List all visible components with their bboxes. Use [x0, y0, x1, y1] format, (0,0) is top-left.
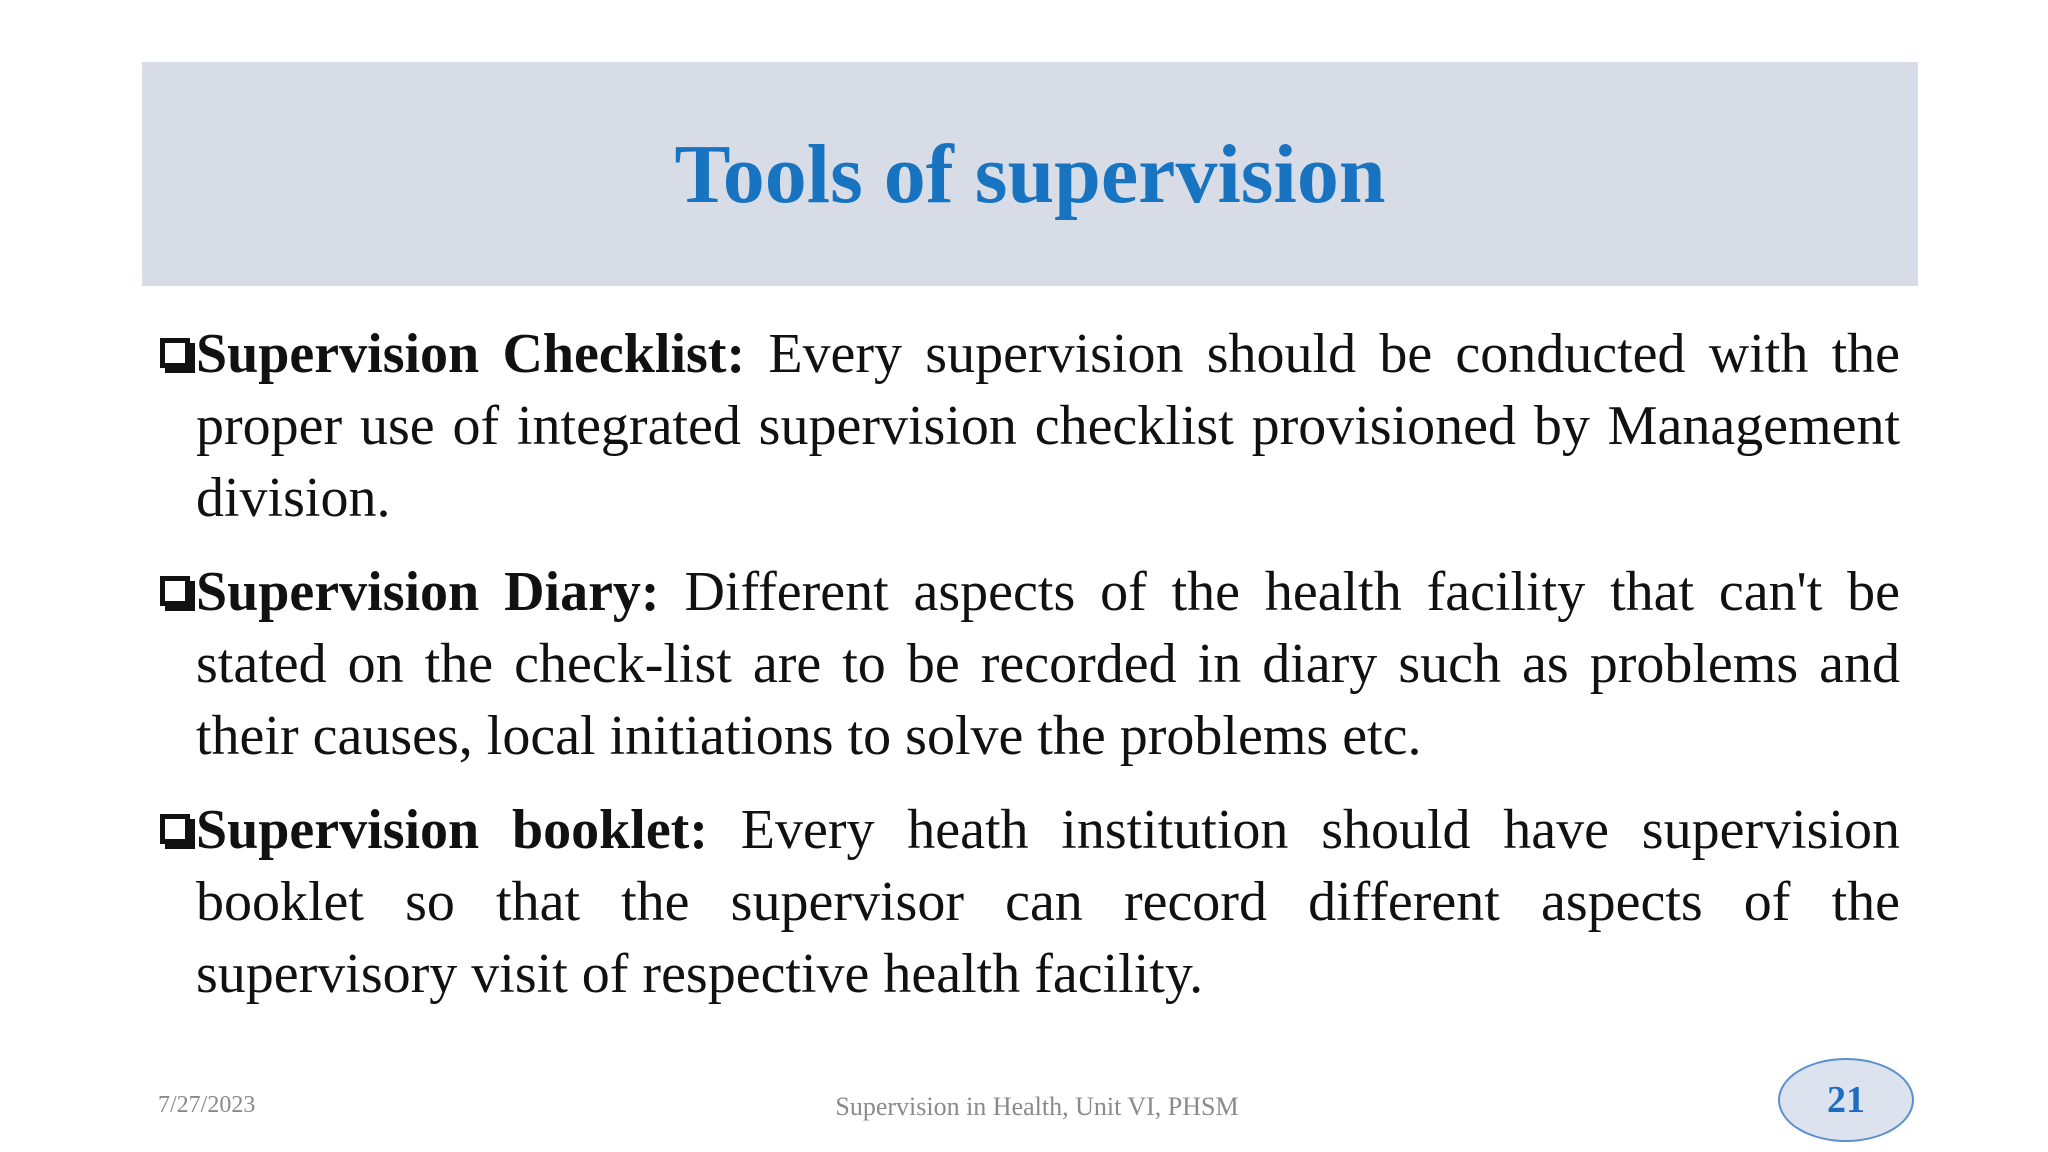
- checkbox-bullet-icon: [160, 814, 190, 844]
- bullet-text: Different aspects of the health facility that can't be stated on the check-list are to be recorded in diary such as problems and their causes, local initiations to solve the problems etc.: [196, 561, 1900, 767]
- bullet-list: [158, 318, 1900, 1032]
- checkbox-bullet-icon: [160, 338, 190, 368]
- bullet-item: [158, 556, 1900, 772]
- footer-date: 7/27/2023: [158, 1092, 256, 1118]
- title-band: [142, 62, 1918, 286]
- slide-title: Tools of supervision: [674, 128, 1386, 221]
- checkbox-bullet-icon: [160, 576, 190, 606]
- bullet-item: [158, 318, 1900, 534]
- bullet-term: Supervision Checklist:: [196, 323, 746, 385]
- bullet-term: Supervision booklet:: [196, 799, 708, 861]
- bullet-text: Every heath institution should have supervision booklet so that the supervisor can record different aspects of the supervisory visit of respective health facility.: [196, 799, 1900, 1005]
- footer-center-text: Supervision in Health, Unit VI, PHSM: [835, 1092, 1239, 1121]
- page-number: 21: [1827, 1079, 1865, 1121]
- bullet-term: Supervision Diary:: [196, 561, 660, 623]
- bullet-text: Every supervision should be conducted with the proper use of integrated supervision checklist provisioned by Management division.: [196, 323, 1900, 529]
- bullet-item: [158, 794, 1900, 1010]
- footer-title: [0, 1092, 2048, 1122]
- page-number-badge: [1778, 1058, 1914, 1142]
